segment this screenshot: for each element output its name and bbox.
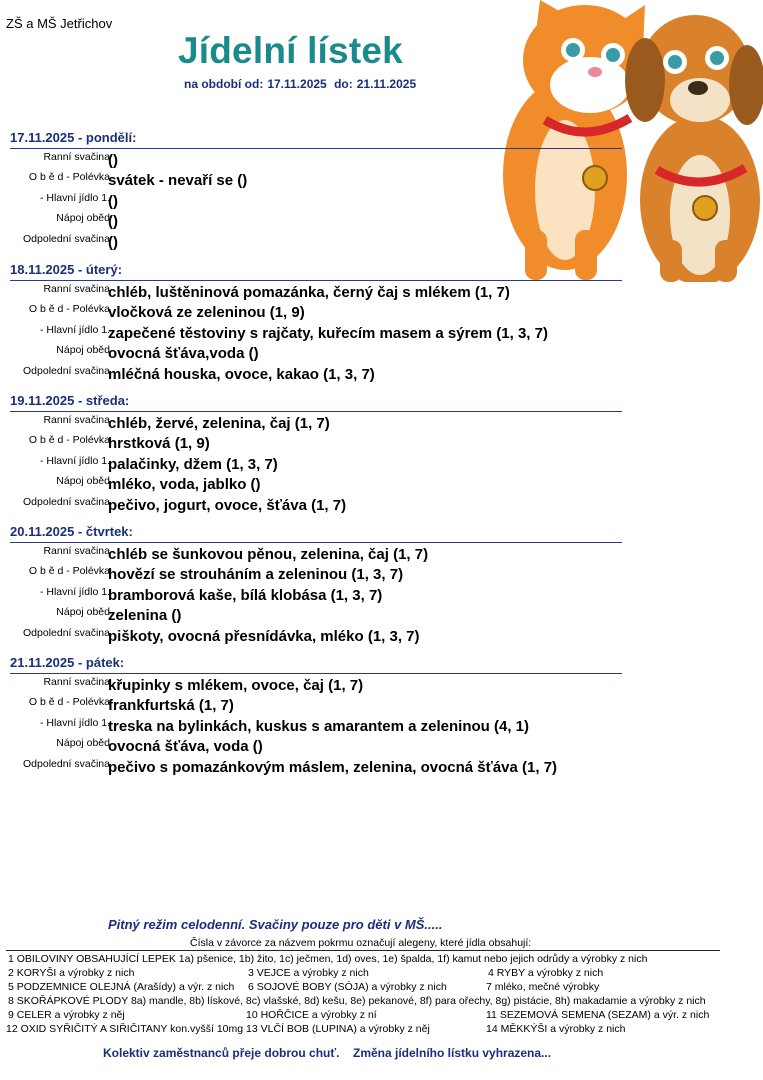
row-label: - Hlavní jídlo 1. — [39, 716, 110, 729]
row-value: ovocná šťáva,voda () — [108, 345, 259, 363]
menu-row-drink — [10, 342, 622, 362]
row-value: chléb, luštěninová pomazánka, černý čaj s mlékem (1, 7) — [108, 284, 510, 301]
row-value: mléčná houska, ovoce, kakao (1, 3, 7) — [108, 365, 375, 383]
day-block — [10, 655, 622, 776]
allergen-item: 11 SEZEMOVÁ SEMENA (SEZAM) a výr. z nich — [486, 1009, 710, 1021]
period-line — [184, 77, 420, 91]
row-label: O b ě d - Polévka — [28, 565, 110, 578]
allergen-item: 8 SKOŘÁPKOVÉ PLODY 8a) mandle, 8b) lískové, 8c) vlašské, 8d) kešu, 8e) pekanové, 8f) para ořechy, 8g) pistácie, 8h) makadamie a výrobky z nich — [8, 995, 706, 1007]
allergen-divider — [6, 950, 720, 951]
menu-row-soup — [10, 301, 622, 321]
row-label: - Hlavní jídlo 1. — [39, 323, 110, 336]
row-value: ovocná šťáva, voda () — [108, 738, 263, 756]
period-from: 17.11.2025 — [267, 77, 327, 91]
row-label: Nápoj oběd — [56, 606, 110, 619]
period-to-label: do: — [334, 77, 353, 91]
menu-row-soup — [10, 694, 622, 714]
allergen-item: 9 CELER a výrobky z něj — [8, 1009, 125, 1021]
row-label: O b ě d - Polévka — [28, 303, 110, 316]
row-label: Ranní svačina — [43, 151, 110, 163]
row-value: frankfurtská (1, 7) — [108, 697, 234, 715]
row-value: zapečené těstoviny s rajčaty, kuřecím masem a sýrem (1, 3, 7) — [108, 324, 548, 342]
row-value: treska na bylinkách, kuskus s amarantem a zeleninou (4, 1) — [108, 717, 530, 735]
row-value: () — [108, 152, 118, 169]
row-label: Ranní svačina — [43, 676, 110, 688]
menu-row-main — [10, 715, 622, 735]
row-label: Nápoj oběd — [56, 212, 110, 225]
row-value: () — [108, 213, 118, 231]
row-value: () — [108, 233, 118, 251]
row-label: Ranní svačina — [43, 545, 110, 557]
menu-row-drink — [10, 210, 622, 230]
row-label: Odpolední svačina — [23, 495, 110, 508]
row-value: křupinky s mlékem, ovoce, čaj (1, 7) — [108, 677, 364, 694]
menu-row-soup — [10, 169, 622, 189]
period-to: 21.11.2025 — [356, 77, 417, 91]
row-value: zelenina () — [108, 607, 182, 625]
menu-row-snack — [10, 494, 622, 514]
row-label: - Hlavní jídlo 1. — [39, 454, 110, 467]
day-heading: 21.11.2025 - pátek: — [10, 655, 622, 674]
allergen-item: 6 SOJOVÉ BOBY (SÓJA) a výrobky z nich — [248, 981, 447, 993]
menu-row-snack — [10, 231, 622, 251]
row-label: Ranní svačina — [43, 414, 110, 426]
menu-row-soup — [10, 432, 622, 452]
row-value: pečivo, jogurt, ovoce, šťáva (1, 7) — [108, 496, 347, 514]
menu-row-breakfast — [10, 543, 622, 563]
row-label: Nápoj oběd — [56, 344, 110, 357]
menu-row-drink — [10, 473, 622, 493]
row-value: palačinky, džem (1, 3, 7) — [108, 455, 278, 473]
allergen-item: 7 mléko, mečné výrobky — [486, 981, 600, 993]
row-label: O b ě d - Polévka — [28, 171, 110, 184]
day-block — [10, 130, 622, 251]
menu-row-drink — [10, 735, 622, 755]
allergen-item: 13 VLČÍ BOB (LUPINA) a výrobky z něj — [246, 1023, 430, 1035]
row-value: pečivo s pomazánkovým máslem, zelenina, ovocná šťáva (1, 7) — [108, 758, 558, 776]
menu-row-breakfast — [10, 674, 622, 694]
allergen-item: 2 KORYŠI a výrobky z nich — [8, 967, 135, 979]
menu-row-main — [10, 453, 622, 473]
row-value: () — [108, 192, 118, 210]
footer-wish: Kolektiv zaměstnanců přeje dobrou chuť. — [103, 1046, 340, 1060]
row-value: hrstková (1, 9) — [108, 435, 210, 453]
row-label: Odpolední svačina — [23, 757, 110, 770]
allergen-item: 10 HOŘČICE a výrobky z ní — [246, 1009, 377, 1021]
day-block — [10, 524, 622, 645]
school-name: ZŠ a MŠ Jetřichov — [6, 16, 113, 31]
menu-row-snack — [10, 756, 622, 776]
row-label: Odpolední svačina — [23, 232, 110, 245]
allergen-item: 1 OBILOVINY OBSAHUJÍCÍ LEPEK 1a) pšenice, 1b) žito, 1c) ječmen, 1d) oves, 1e) špalda, 1f) kamut nebo jejich odrůdy a výrobky z nich — [8, 953, 648, 965]
menu-row-breakfast — [10, 281, 622, 301]
page-title: Jídelní lístek — [178, 30, 403, 71]
row-label: Odpolední svačina — [23, 626, 110, 639]
day-block — [10, 393, 622, 514]
day-heading: 20.11.2025 - čtvrtek: — [10, 524, 622, 543]
row-value: hovězí se strouháním a zeleninou (1, 3, 7) — [108, 566, 404, 584]
day-block — [10, 262, 622, 383]
day-heading: 19.11.2025 - středa: — [10, 393, 622, 412]
row-label: Odpolední svačina — [23, 364, 110, 377]
row-label: O b ě d - Polévka — [28, 696, 110, 709]
allergen-heading: Čísla v závorce za názvem pokrmu označují alegeny, které jídla obsahují: — [190, 937, 532, 949]
row-value: chléb, žervé, zelenina, čaj (1, 7) — [108, 415, 330, 432]
row-label: - Hlavní jídlo 1. — [39, 191, 110, 204]
menu-row-snack — [10, 625, 622, 645]
row-value: chléb se šunkovou pěnou, zelenina, čaj (1, 7) — [108, 546, 429, 563]
period-label: na období od: — [184, 77, 264, 91]
menu-row-drink — [10, 604, 622, 624]
row-value: bramborová kaše, bílá klobása (1, 3, 7) — [108, 586, 383, 604]
row-label: O b ě d - Polévka — [28, 434, 110, 447]
row-value: mléko, voda, jablko () — [108, 476, 261, 494]
allergen-item: 4 RYBY a výrobky z nich — [488, 967, 604, 979]
allergen-item: 3 VEJCE a výrobky z nich — [248, 967, 369, 979]
drinking-note: Pitný režim celodenní. Svačiny pouze pro děti v MŠ..... — [108, 917, 443, 932]
row-value: svátek - nevaří se () — [108, 172, 248, 190]
day-heading: 17.11.2025 - pondělí: — [10, 130, 622, 149]
menu-row-main — [10, 322, 622, 342]
row-label: - Hlavní jídlo 1. — [39, 585, 110, 598]
footer-disclaimer: Změna jídelního lístku vyhrazena... — [353, 1046, 552, 1060]
row-value: vločková ze zeleninou (1, 9) — [108, 304, 305, 322]
row-label: Nápoj oběd — [56, 737, 110, 750]
allergen-item: 14 MĚKKÝŠI a výrobky z nich — [486, 1023, 626, 1035]
menu-row-snack — [10, 363, 622, 383]
row-label: Nápoj oběd — [56, 475, 110, 488]
menu-row-main — [10, 584, 622, 604]
allergen-item: 5 PODZEMNICE OLEJNÁ (Arašídy) a výr. z nich — [8, 981, 235, 993]
day-heading: 18.11.2025 - úterý: — [10, 262, 622, 281]
menu-row-breakfast — [10, 149, 622, 169]
menu-row-main — [10, 190, 622, 210]
menu-row-soup — [10, 563, 622, 583]
menu-row-breakfast — [10, 412, 622, 432]
allergen-item: 12 OXID SYŘIČITÝ A SIŘIČITANY kon.vyšší 10mg — [6, 1023, 244, 1035]
row-label: Ranní svačina — [43, 283, 110, 295]
row-value: piškoty, ovocná přesnídávka, mléko (1, 3, 7) — [108, 627, 420, 645]
